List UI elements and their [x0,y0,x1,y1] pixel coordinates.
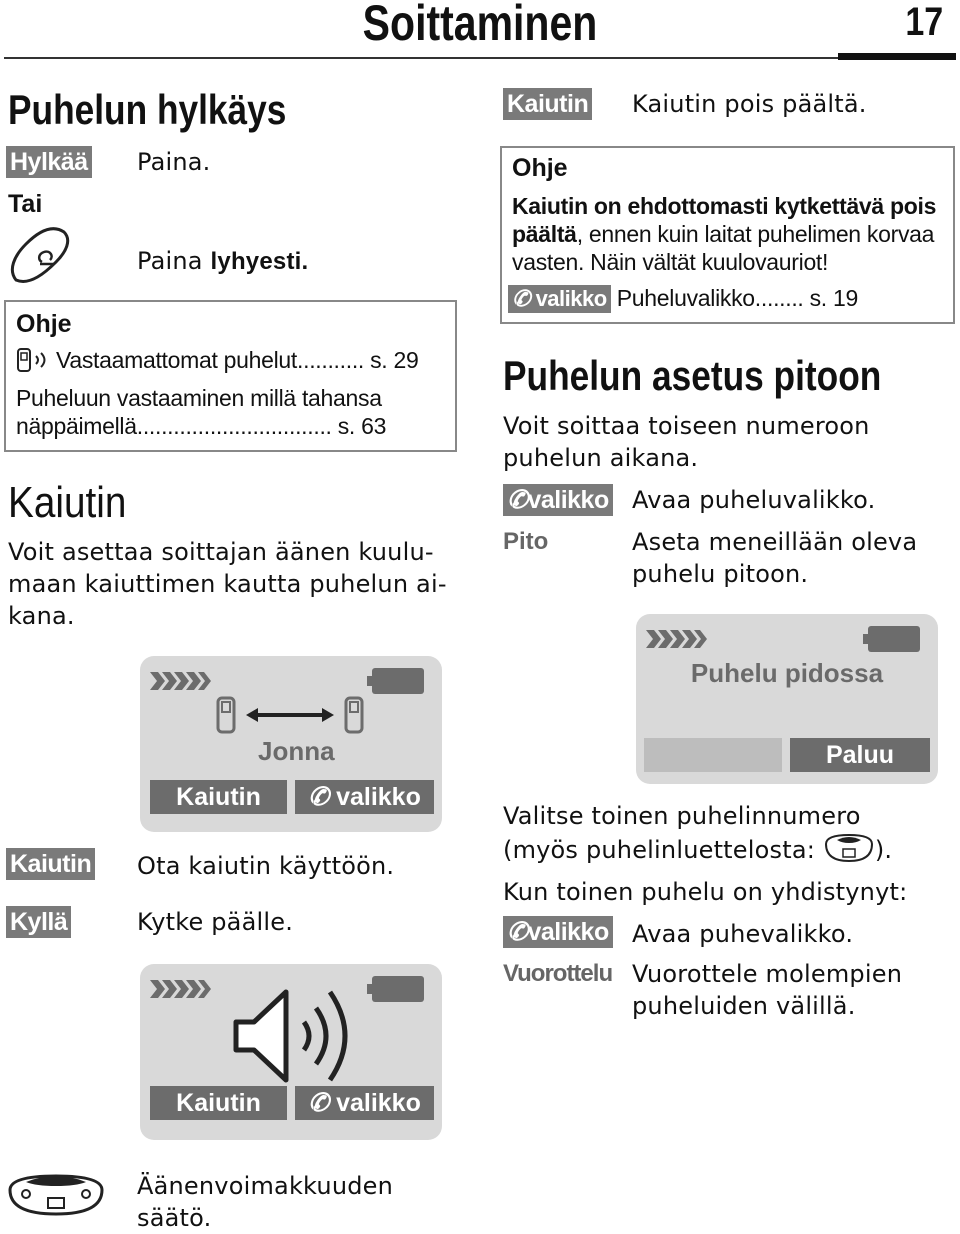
note-warning-line1: Kaiutin on ehdottomasti kytkettävä pois [512,193,937,219]
reject-instruction: Paina. [137,148,211,176]
handset-icon: ✆ [308,783,330,811]
call-on-hold-status: Puhelu pidossa [690,658,884,688]
handset-icon: ✆ [507,486,528,514]
note-line-answer: Puheluun vastaaminen millä tahansa [16,385,382,411]
header-rule [4,57,956,59]
note-box-hearing-warning [500,146,955,324]
hold-description: Voit soittaa toiseen numeroon puhelun aikana. [503,412,870,472]
signal-strength-icon [646,628,708,650]
softkey-menu: ✆valikko [503,484,613,516]
note-box-missed-calls [4,300,457,452]
phonebook-key-icon [823,832,875,864]
menu-option-hold: Pito [503,528,549,555]
screen-softkey-menu: ✆ valikko [295,1086,434,1120]
handset-icon: ✆ [512,286,530,311]
signal-strength-icon [150,978,212,1000]
note-title: Ohje [16,310,72,338]
softkey-reject: Hylkää [6,146,92,178]
menu-option-swap: Vuorottelu [503,960,613,987]
screen-softkey-speaker: Kaiutin [150,1086,287,1120]
speaker-description: Voit asettaa soittajan äänen kuulu- maan kaiuttimen kautta puhelun ai- kana. [8,538,447,630]
missed-calls-icon [16,348,56,372]
note-warning-line3: vasten. Näin vältät kuulovauriot! [512,249,829,275]
phone-screen-call-on-hold [636,614,938,784]
note-title: Ohje [512,154,568,182]
page-number: 17 [904,0,943,44]
or-label: Tai [8,190,43,218]
page-ref: ........... s. 29 [297,347,419,373]
section-heading-reject: Puhelun hylkäys [8,86,287,133]
page-header-title: Soittaminen [362,0,598,51]
two-phones-connection-icon [214,696,374,736]
note-ref-call-menu: ✆ valikko Puheluvalikko........ s. 19 [508,284,858,313]
caller-name: Jonna [258,736,335,766]
screen-softkey-back: Paluu [790,738,930,772]
section-heading-speaker: Kaiutin [8,478,127,527]
note-warning-line2: päältä, ennen kuin laitat puhelimen korvaa [512,221,935,247]
softkey-yes: Kyllä [6,906,71,938]
section-heading-hold: Puhelun asetus pitoon [503,352,882,399]
reject-short-press: Paina lyhyesti. [137,247,309,275]
battery-icon [372,668,424,694]
loudspeaker-icon [232,986,356,1086]
screen-softkey-menu: ✆ valikko [295,780,434,814]
softkey-speaker: Kaiutin [6,848,95,880]
softkey-menu: ✆ valikko [508,285,611,313]
phone-screen-speaker-active [140,964,442,1140]
screen-softkey-speaker: Kaiutin [150,780,287,814]
volume-rocker-key-icon [6,1170,106,1220]
open-call-menu-instruction-2: Avaa puhevalikko. [632,920,854,948]
speaker-on-instruction: Ota kaiutin käyttöön. [137,852,395,880]
volume-adjust-text: Äänenvoimakkuuden säätö. [137,1172,394,1232]
switch-on-instruction: Kytke päälle. [137,908,294,936]
softkey-menu: ✆valikko [503,916,613,948]
note-line-missed: Vastaamattomat puhelut........... s. 29 [16,346,418,374]
swap-instruction: Vuorottele molempien puheluiden välillä. [632,960,903,1020]
speaker-off-instruction: Kaiutin pois päältä. [632,90,867,118]
handset-icon: ✆ [308,1089,330,1117]
note-line-anykey: näppäimellä................................ s. 63 [16,413,387,439]
phone-screen-speaker-call [140,656,442,832]
end-call-key-icon [6,222,74,290]
hold-instruction: Aseta meneillään oleva puhelu pitoon. [632,528,918,588]
signal-strength-icon [150,670,212,692]
handset-icon: ✆ [507,918,528,946]
after-hold-text: Valitse toinen puhelinnumero (myös puhelinluettelosta: ). Kun toinen puhelu on yhdistynyt: [503,802,908,906]
battery-icon [372,976,424,1002]
screen-softkey-empty [644,738,782,772]
softkey-speaker: Kaiutin [503,88,592,120]
open-call-menu-instruction: Avaa puheluvalikko. [632,486,876,514]
header-rule-accent [838,53,956,60]
battery-icon [868,626,920,652]
